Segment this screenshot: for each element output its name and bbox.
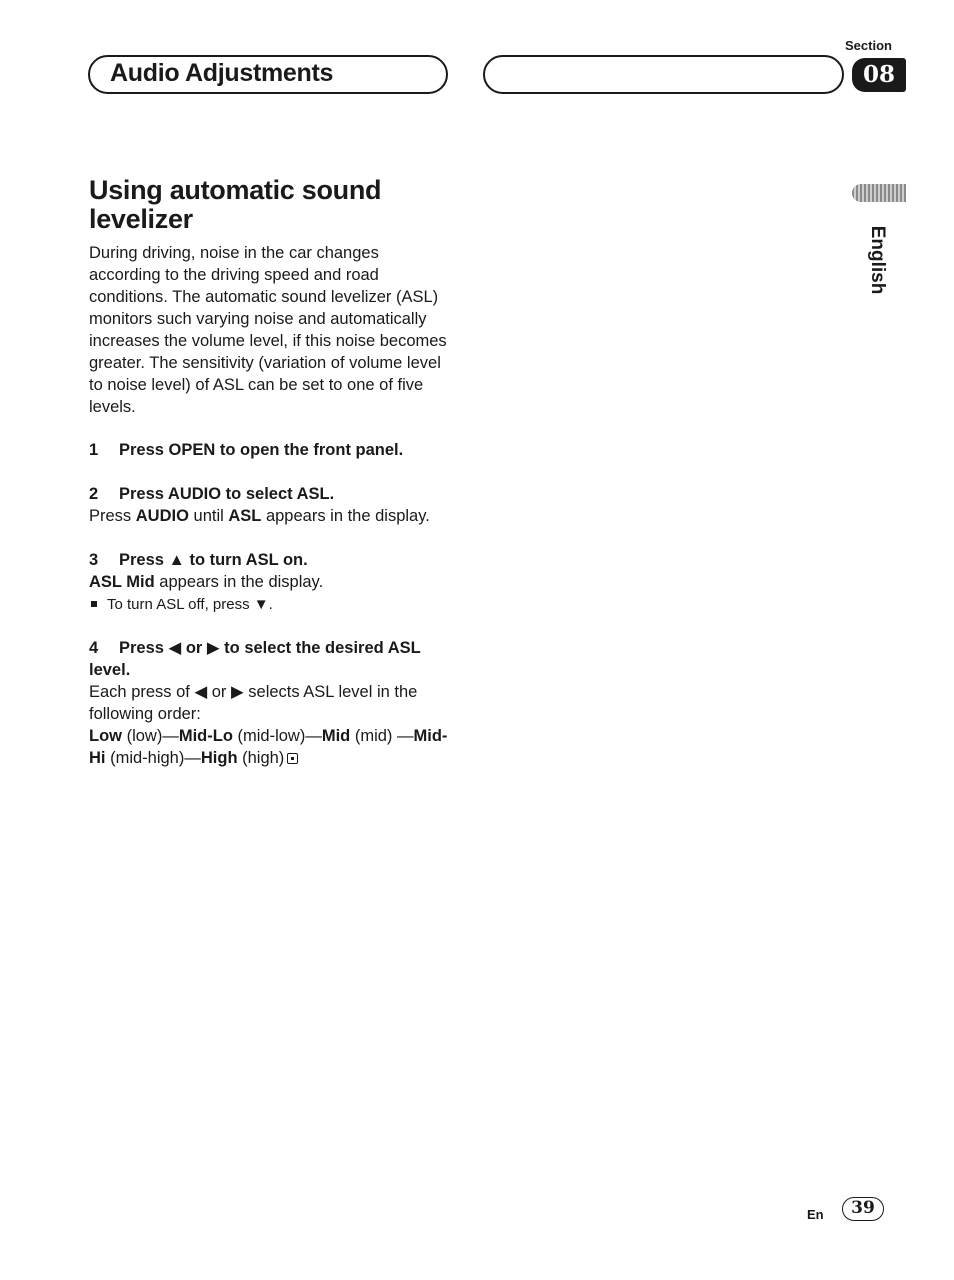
level-desc: (mid-high)— (105, 749, 201, 767)
section-label: Section (845, 38, 892, 53)
step-4 (89, 637, 449, 681)
level-desc: (mid-low)— (232, 727, 322, 745)
level-mid-hi: Mid-Hi (89, 727, 448, 767)
body-text: until (188, 507, 229, 525)
level-desc: (high) (237, 749, 285, 767)
step-number: 4 (89, 639, 99, 657)
intro-text: During driving, noise in the car changes according to the driving speed and road conditions. The automatic sound levelizer (ASL) monitors such varying noise and automatically increases the volume level, if this noise becomes greater. The sensitivity (variation of volume level to noise level) of ASL can be set to one of five levels. (89, 244, 447, 416)
level-mid: Mid (321, 727, 351, 745)
language-tab-marker (852, 184, 906, 202)
level-mid-lo: Mid-Lo (178, 727, 233, 745)
body-bold: AUDIO (135, 507, 189, 525)
body-text: appears in the display. (261, 507, 430, 525)
level-desc: (low)— (122, 727, 179, 745)
asl-level-order (89, 725, 449, 769)
footer-language-code: En (807, 1207, 824, 1222)
level-low: Low (89, 727, 122, 745)
section-number-badge: 08 (852, 58, 906, 92)
step-text: Press OPEN to open the front panel. (119, 441, 404, 459)
body-text: Each press of ◀ or ▶ selects ASL level in the following order: (89, 683, 418, 723)
bullet-square-icon (91, 601, 97, 607)
step-4-body (89, 681, 449, 725)
step-number: 3 (89, 551, 99, 569)
step-number: 1 (89, 441, 99, 459)
body-bold: ASL Mid (89, 573, 155, 591)
step-text: Press ◀ or ▶ to select the desired ASL level. (89, 639, 421, 679)
step-3-note (89, 595, 273, 615)
header-title: Audio Adjustments (110, 59, 334, 87)
end-mark-icon (287, 753, 298, 764)
body-text: Press (89, 507, 136, 525)
level-desc: (mid) — (350, 727, 414, 745)
step-3-body (89, 571, 449, 593)
step-number: 2 (89, 485, 99, 503)
article-heading: Using automatic sound levelizer (89, 175, 382, 234)
body-text: appears in the display. (154, 573, 324, 591)
step-1 (89, 439, 449, 461)
step-3 (89, 549, 449, 571)
header-title-frame (88, 55, 448, 94)
level-high: High (200, 749, 238, 767)
step-text: Press ▲ to turn ASL on. (119, 551, 308, 569)
step-2-body (89, 505, 449, 527)
language-label: English (867, 225, 888, 295)
step-text: Press AUDIO to select ASL. (119, 485, 335, 503)
step-2 (89, 483, 449, 505)
body-bold: ASL (228, 507, 262, 525)
page-number: 39 (842, 1197, 884, 1221)
header-blank-frame (483, 55, 844, 94)
note-text: To turn ASL off, press ▼. (107, 596, 273, 613)
intro-paragraph (89, 242, 449, 418)
